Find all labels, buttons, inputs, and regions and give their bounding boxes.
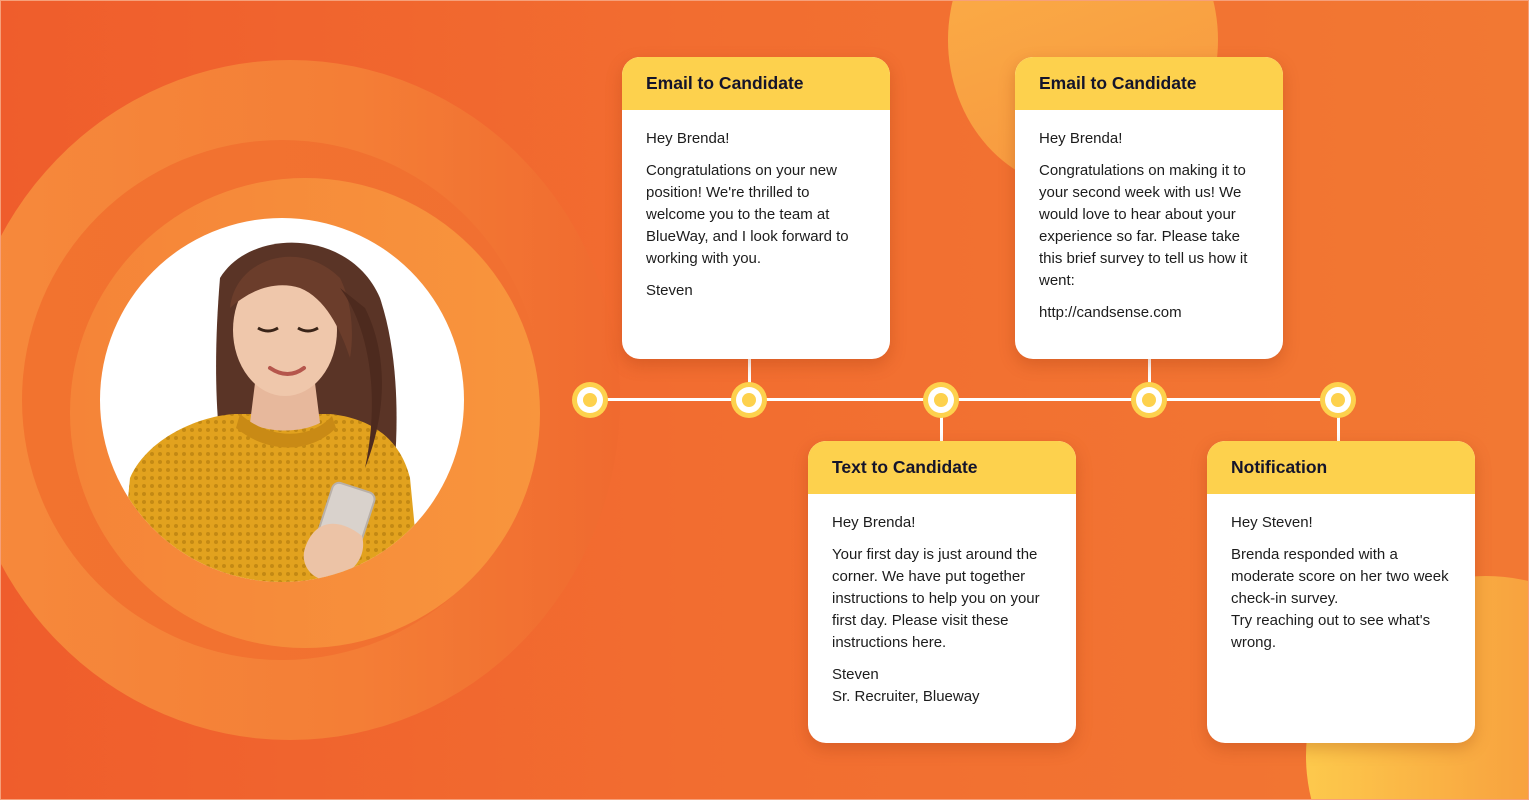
node-ring-icon: [736, 387, 762, 413]
woman-with-phone-illustration: [100, 218, 464, 582]
node-ring-icon: [1325, 387, 1351, 413]
card-greeting: Hey Steven!: [1231, 514, 1313, 531]
survey-link[interactable]: http://candsense.com: [1039, 304, 1182, 321]
node-dot-icon: [742, 393, 756, 407]
timeline-node-notification[interactable]: [1320, 382, 1356, 418]
card-greeting: Hey Brenda!: [1039, 130, 1123, 147]
card-message: Congratulations on your new position! We're thrilled to welcome you to the team at BlueWay, and I look forward to working with you.: [646, 162, 849, 267]
candidate-photo: [100, 218, 464, 582]
card-title: Notification: [1207, 441, 1475, 494]
node-dot-icon: [934, 393, 948, 407]
card-greeting: Hey Brenda!: [646, 130, 730, 147]
timeline-node-email-1[interactable]: [731, 382, 767, 418]
node-ring-icon: [1136, 387, 1162, 413]
card-title: Email to Candidate: [622, 57, 890, 110]
node-dot-icon: [583, 393, 597, 407]
card-signature: Steven: [646, 282, 693, 299]
card-body: [622, 110, 890, 302]
card-body: [808, 494, 1076, 708]
node-dot-icon: [1331, 393, 1345, 407]
card-message: Congratulations on making it to your second week with us! We would love to hear about your experience so far. Please take this brief survey to tell us how it went:: [1039, 162, 1248, 289]
card-title: Text to Candidate: [808, 441, 1076, 494]
node-dot-icon: [1142, 393, 1156, 407]
card-signature-title: Sr. Recruiter, Blueway: [832, 688, 980, 705]
card-body: [1207, 494, 1475, 654]
card-greeting: Hey Brenda!: [832, 514, 916, 531]
card-message-followup: Try reaching out to see what's wrong.: [1231, 612, 1431, 651]
timeline-node-start[interactable]: [572, 382, 608, 418]
timeline-node-text-1[interactable]: [923, 382, 959, 418]
card-email-to-candidate-2[interactable]: [1015, 57, 1283, 359]
card-body: [1015, 110, 1283, 324]
card-message: Your first day is just around the corner. We have put together instructions to help you on your first day. Please visit these instructions here.: [832, 546, 1040, 651]
card-message: Brenda responded with a moderate score on her two week check-in survey.: [1231, 546, 1449, 607]
timeline-track: [590, 398, 1338, 401]
card-title: Email to Candidate: [1015, 57, 1283, 110]
timeline-node-email-2[interactable]: [1131, 382, 1167, 418]
card-text-to-candidate[interactable]: [808, 441, 1076, 743]
card-email-to-candidate-1[interactable]: [622, 57, 890, 359]
node-ring-icon: [577, 387, 603, 413]
node-ring-icon: [928, 387, 954, 413]
card-signature: Steven: [832, 666, 879, 683]
card-notification[interactable]: [1207, 441, 1475, 743]
